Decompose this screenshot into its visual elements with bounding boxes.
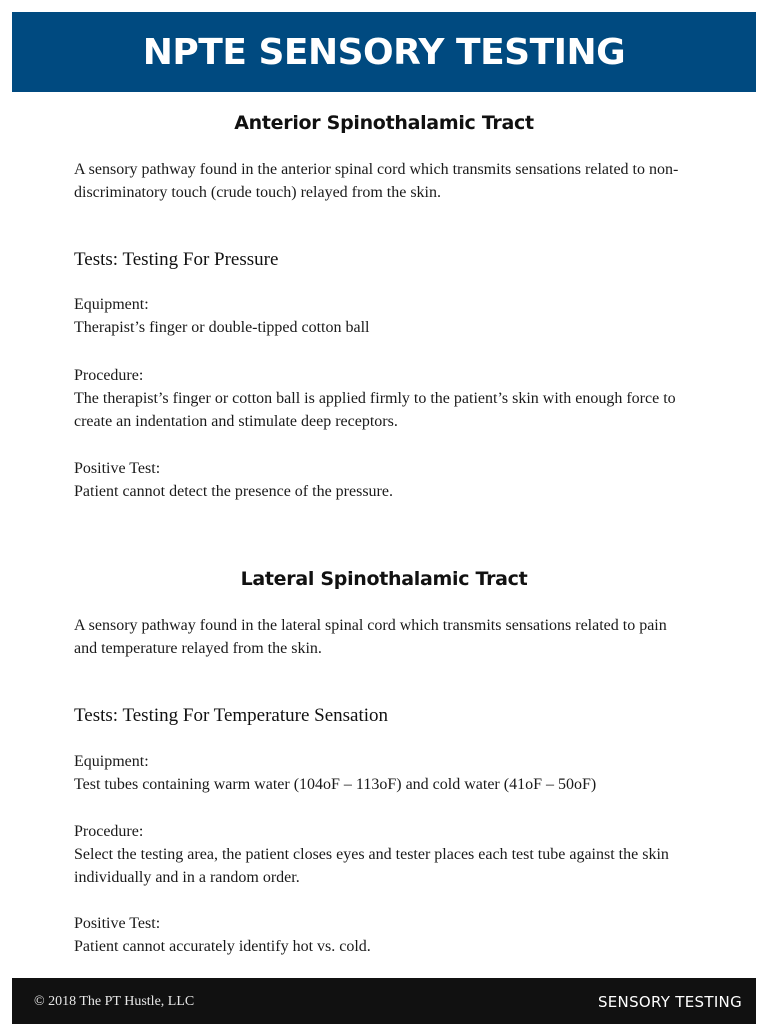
section-description-anterior: A sensory pathway found in the anterior spinal cord which transmits sensations related to non-discriminatory touch (crude touch) relayed from the skin.	[74, 161, 679, 201]
tests-heading-pressure: Tests: Testing For Pressure	[74, 249, 279, 270]
page-title: NPTE SENSORY TESTING	[142, 31, 626, 73]
footer-bar	[12, 978, 756, 1024]
section-description-lateral: A sensory pathway found in the lateral spinal cord which transmits sensations related to pain and temperature relayed from the skin.	[74, 617, 667, 657]
positive-test-block-pressure	[74, 457, 684, 503]
section-heading-lateral: Lateral Spinothalamic Tract	[240, 568, 528, 590]
procedure-block-pressure	[74, 364, 684, 433]
equipment-value: Test tubes containing warm water (104oF – 113oF) and cold water (41oF – 50oF)	[74, 776, 597, 793]
procedure-value: Select the testing area, the patient closes eyes and tester places each test tube against the skin individually and in a random order.	[74, 846, 669, 886]
procedure-label: Procedure:	[74, 367, 144, 384]
equipment-label: Equipment:	[74, 296, 149, 313]
procedure-value: The therapist’s finger or cotton ball is applied firmly to the patient’s skin with enough force to create an indentation and stimulate deep receptors.	[74, 390, 676, 430]
header-banner	[12, 12, 756, 92]
footer-label: SENSORY TESTING	[597, 993, 742, 1011]
equipment-label: Equipment:	[74, 753, 149, 770]
positive-test-block-temperature	[74, 912, 684, 958]
positive-test-value: Patient cannot accurately identify hot vs. cold.	[74, 938, 371, 955]
positive-test-label: Positive Test:	[74, 915, 161, 932]
footer-copyright: © 2018 The PT Hustle, LLC	[34, 994, 195, 1009]
positive-test-label: Positive Test:	[74, 460, 161, 477]
tests-heading-temperature: Tests: Testing For Temperature Sensation	[74, 705, 389, 726]
equipment-block-pressure	[74, 293, 684, 339]
equipment-block-temperature	[74, 750, 684, 796]
positive-test-value: Patient cannot detect the presence of the pressure.	[74, 483, 393, 500]
procedure-block-temperature	[74, 820, 684, 889]
section-heading-anterior: Anterior Spinothalamic Tract	[234, 112, 534, 134]
equipment-value: Therapist’s finger or double-tipped cotton ball	[74, 319, 370, 336]
procedure-label: Procedure:	[74, 823, 144, 840]
